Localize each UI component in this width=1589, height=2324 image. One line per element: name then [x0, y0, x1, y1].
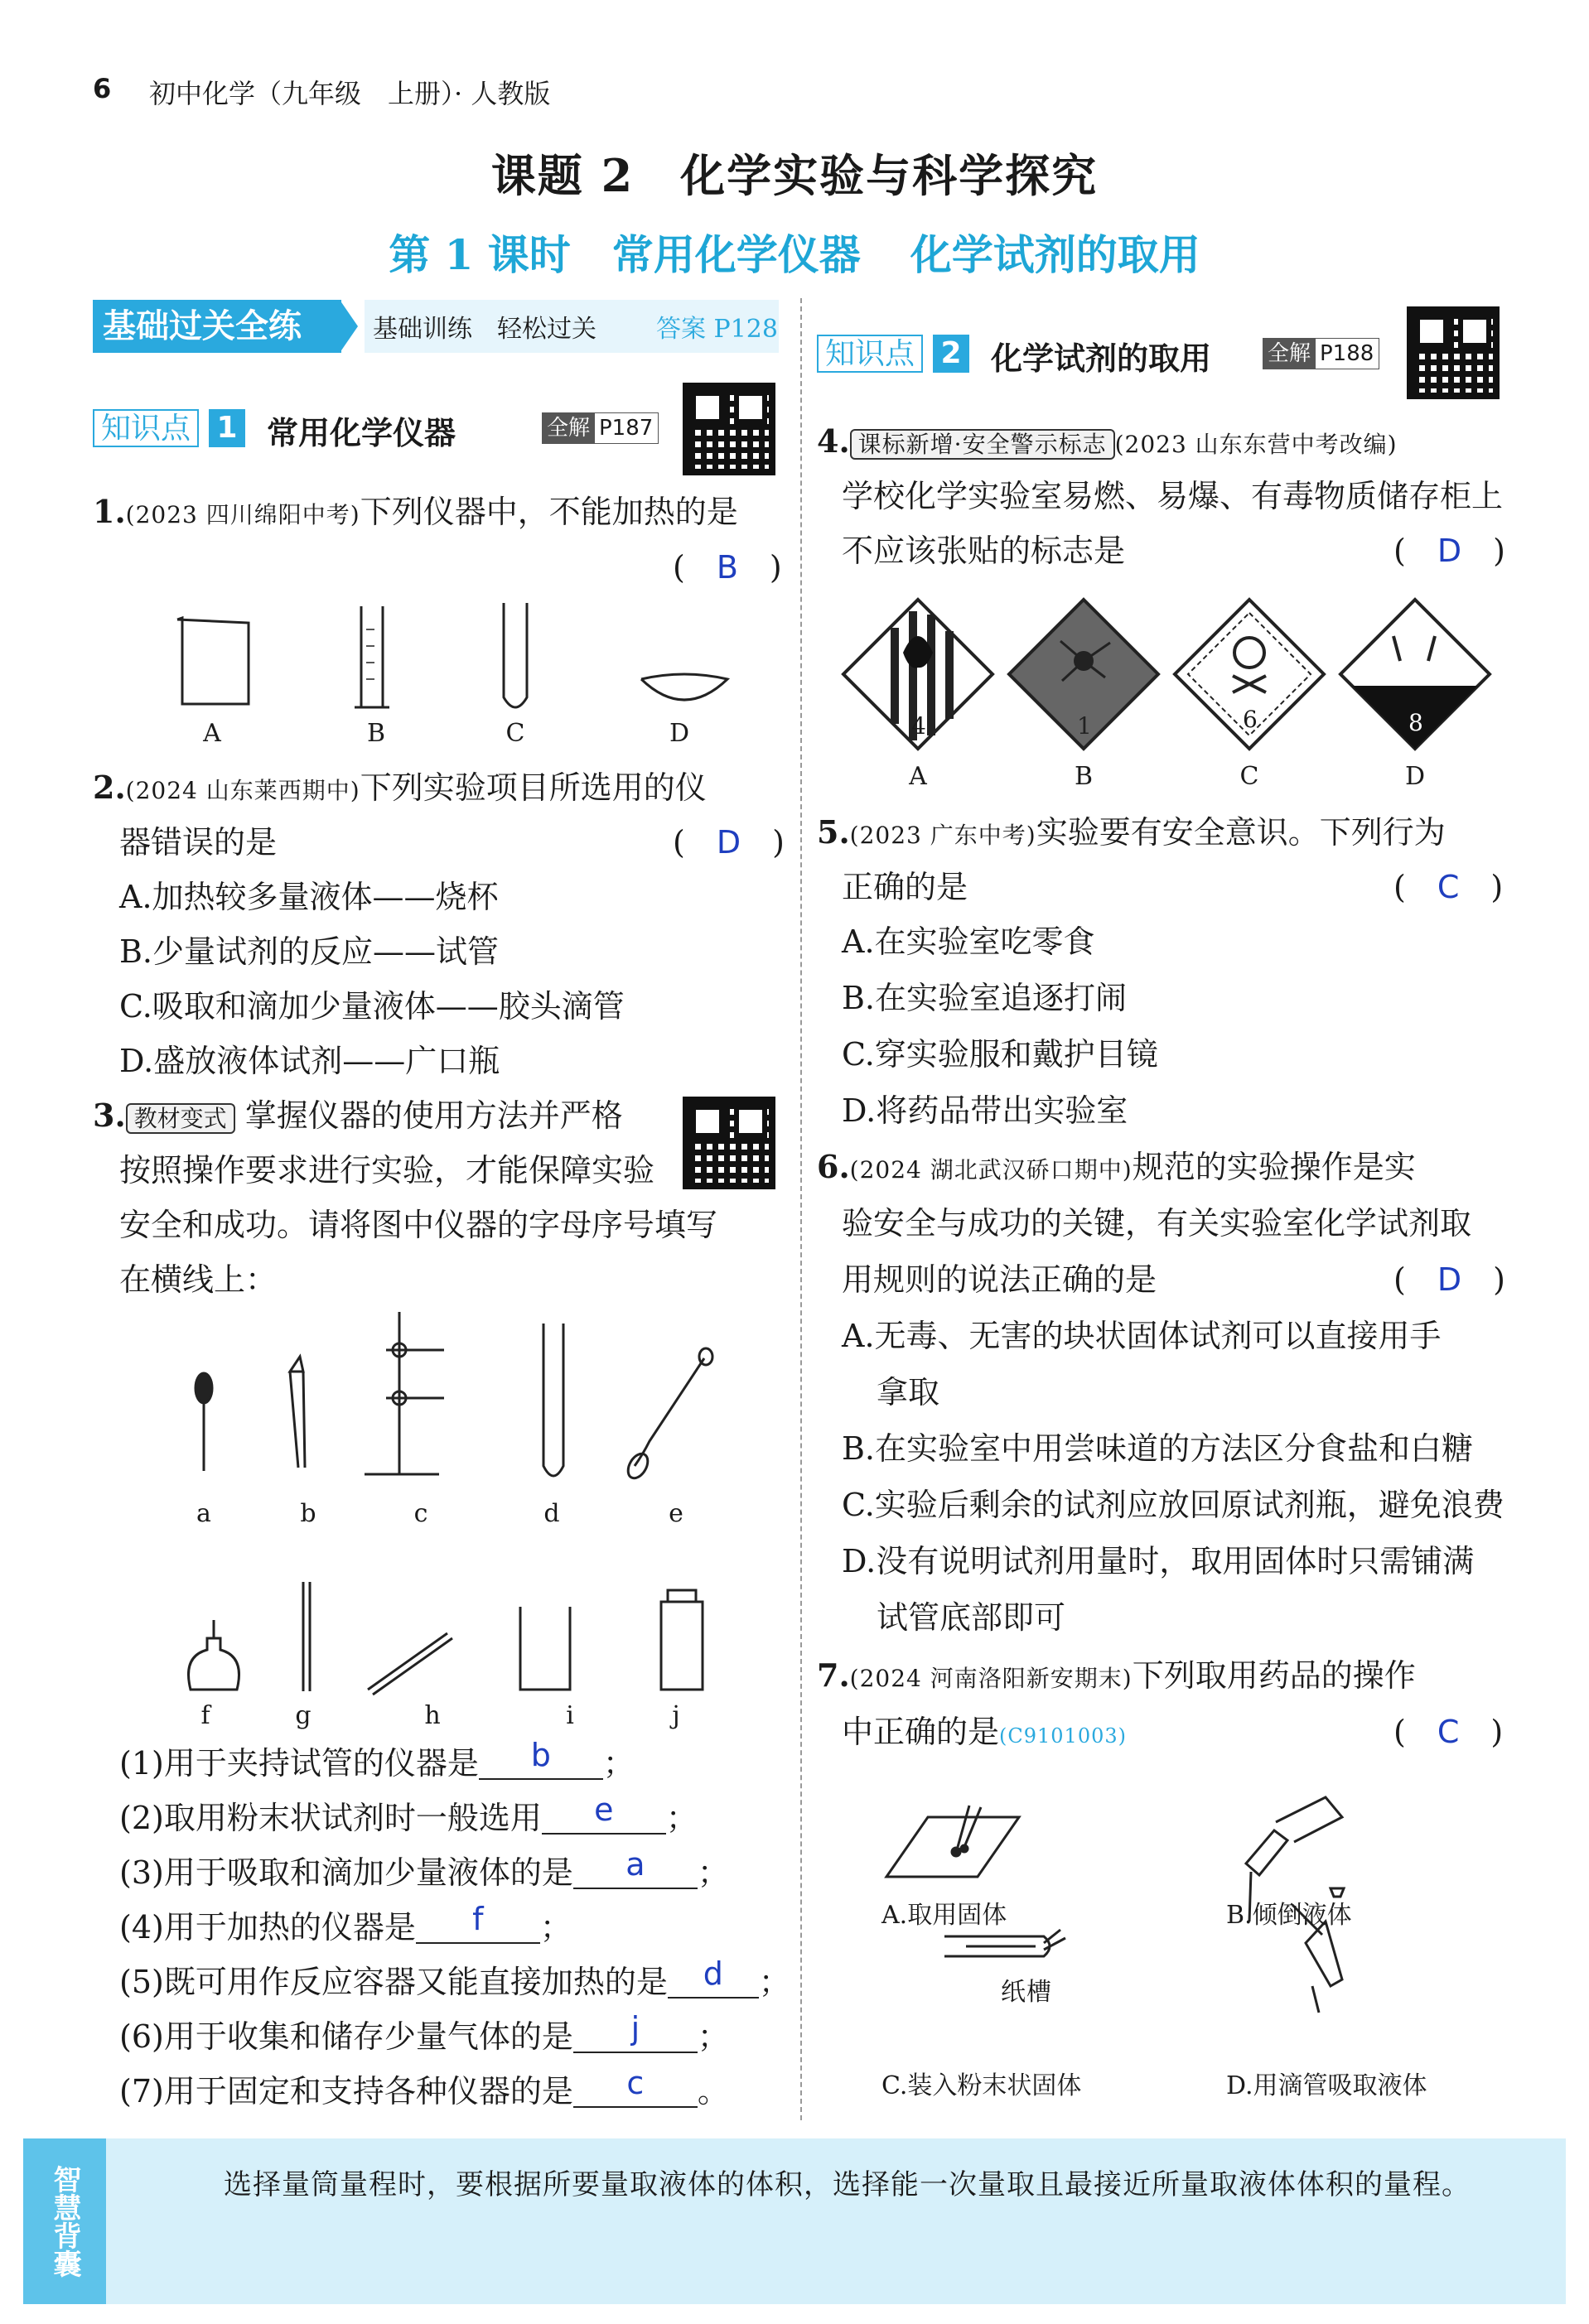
q6-answer-box: ( D ) — [1393, 1261, 1505, 1298]
q6-source: (2024 湖北武汉硚口期中) — [849, 1156, 1133, 1184]
q2-text1: 下列实验项目所选用的仪 — [360, 769, 707, 806]
q1-answer-box: ( B ) — [673, 549, 782, 586]
q7-caption-c: C.装入粉末状固体 — [881, 2071, 1082, 2100]
q6-answer: D — [1437, 1261, 1462, 1298]
section-banner: 基础过关全练 — [93, 300, 341, 353]
kp1-title: 常用化学仪器 — [267, 414, 456, 451]
qr-code-icon[interactable] — [683, 383, 775, 475]
kp2-title: 化学试剂的取用 — [991, 340, 1212, 377]
q3-answer-6[interactable]: j — [573, 2012, 698, 2053]
q3-answer-1[interactable]: b — [479, 1738, 603, 1780]
q7-code: (C9101003) — [999, 1724, 1127, 1748]
q1-stem — [93, 485, 738, 542]
q4-number: 4. — [817, 422, 850, 460]
q3-answer-3[interactable]: a — [573, 1848, 698, 1889]
qr-code-icon[interactable] — [683, 1097, 775, 1189]
q5-answer-box: ( C ) — [1393, 869, 1504, 905]
q3-item-6: (6)用于收集和储存少量气体的是 j ； — [119, 2010, 729, 2055]
q1-label-a: A — [203, 719, 221, 748]
q4-stem — [817, 414, 1398, 472]
q3-label-d: d — [543, 1499, 560, 1528]
q3-label-a: a — [196, 1499, 211, 1528]
kp1-tag: 知识点 — [93, 409, 199, 447]
kp2-tag: 知识点 — [817, 335, 923, 373]
q2-number: 2. — [93, 769, 126, 806]
q5-option-b: B.在实验室追逐打闹 — [842, 980, 1128, 1016]
q3-answer-4[interactable]: f — [416, 1902, 540, 1944]
q2-option-d: D.盛放液体试剂——广口瓶 — [119, 1043, 500, 1079]
glass-rod-icon — [303, 1582, 310, 1691]
kp1-number: 1 — [209, 409, 245, 447]
q7-stem — [817, 1648, 1416, 1706]
q3-label-e: e — [669, 1499, 683, 1528]
banner-strip — [365, 300, 779, 353]
q2-source: (2024 山东莱西期中) — [125, 777, 360, 804]
q3-line1: 掌握仪器的使用方法并严格 — [244, 1097, 623, 1134]
q4-label-d: D — [1404, 762, 1426, 791]
q2-answer: D — [716, 824, 741, 861]
q7-caption-a: A.取用固体 — [881, 1901, 1007, 1930]
q1-source: (2023 四川绵阳中考) — [125, 501, 360, 528]
q5-number: 5. — [817, 813, 850, 851]
q3-label-g: g — [295, 1701, 312, 1730]
q6-option-a: A.无毒、无害的块状固体试剂可以直接用手 — [842, 1318, 1442, 1354]
qr-code-icon[interactable] — [1407, 306, 1500, 399]
q5-answer: C — [1437, 869, 1460, 905]
q1-label-c: C — [505, 719, 525, 748]
q6-text3: 用规则的说法正确的是 — [842, 1261, 1157, 1298]
q6-option-c: C.实验后剩余的试剂应放回原试剂瓶，避免浪费 — [842, 1487, 1504, 1523]
q3-figure-bottom — [166, 1574, 746, 1698]
sign-number-b: 1 — [1077, 712, 1093, 740]
kp1-full-label: 全解 — [542, 412, 595, 444]
tweezers-icon — [368, 1633, 452, 1695]
kp2-full-page: P188 — [1314, 338, 1379, 369]
q1-label-d: D — [669, 719, 690, 748]
q7-caption-b: B.倾倒液体 — [1226, 1901, 1352, 1930]
q6-number: 6. — [817, 1148, 850, 1185]
q3-item-4: (4)用于加热的仪器是 f ； — [119, 1901, 572, 1946]
medicine-spoon-icon — [635, 1358, 704, 1466]
q7-answer: C — [1437, 1714, 1460, 1750]
q6-text1: 规范的实验操作是实 — [1132, 1149, 1416, 1185]
q7-text2: 中正确的是 — [842, 1714, 1000, 1750]
beaker-icon — [520, 1607, 570, 1690]
q2-answer-box: ( D ) — [673, 824, 785, 861]
q3-item-1: (1)用于夹持试管的仪器是 b ； — [119, 1737, 635, 1782]
sign-number-d: 8 — [1408, 709, 1424, 736]
q3-number: 3. — [93, 1097, 126, 1134]
q4-label-b: B — [1074, 762, 1094, 791]
q6-option-d: D.没有说明试剂用量时，取用固体时只需铺满 — [842, 1543, 1475, 1579]
q7-text2-line — [842, 1704, 1127, 1763]
q3-label-j: j — [672, 1701, 680, 1730]
lesson-title: 课题 2 化学实验与科学探究 — [490, 149, 1099, 202]
q7-trough-label: 纸槽 — [1001, 1978, 1052, 2007]
q4-label-c: C — [1239, 762, 1259, 791]
take-solid-icon — [886, 1806, 1019, 1877]
q1-label-b: B — [366, 719, 386, 748]
alcohol-lamp-icon — [189, 1638, 239, 1690]
q3-item-3: (3)用于吸取和滴加少量液体的是 a ； — [119, 1846, 729, 1891]
q5-option-c: C.穿实验服和戴护目镜 — [842, 1036, 1158, 1073]
q1-figure — [166, 596, 746, 721]
q6-text2: 验安全与成功的关键，有关实验室化学试剂取 — [842, 1205, 1472, 1242]
q3-answer-7[interactable]: c — [573, 2066, 698, 2108]
q5-text2: 正确的是 — [842, 869, 968, 905]
lesson-subtitle — [0, 222, 1589, 282]
q3-answer-5[interactable]: d — [668, 1957, 759, 1999]
q5-source: (2023 广东中考) — [849, 822, 1036, 849]
q2-option-c: C.吸取和滴加少量液体——胶头滴管 — [119, 988, 625, 1025]
sign-number-c: 6 — [1243, 706, 1258, 733]
book-title: 初中化学（九年级 上册）· 人教版 — [149, 78, 551, 109]
q7-answer-box: ( C ) — [1393, 1714, 1504, 1750]
gas-bottle-icon — [661, 1590, 703, 1690]
q2-option-a: A.加热较多量液体——烧杯 — [119, 879, 499, 915]
q7-text1: 下列取用药品的操作 — [1132, 1657, 1416, 1694]
kp2-number: 2 — [933, 335, 969, 373]
q4-tag: 课标新增·安全警示标志 — [850, 429, 1115, 460]
q4-answer-box: ( D ) — [1393, 533, 1505, 569]
q1-text: 下列仪器中，不能加热的是 — [360, 494, 738, 530]
q2-text2: 器错误的是 — [119, 824, 278, 861]
q6-option-d-cont: 试管底部即可 — [877, 1599, 1066, 1636]
q6-option-a-cont: 拿取 — [877, 1374, 940, 1410]
q3-label-h: h — [424, 1701, 441, 1730]
q3-item-2: (2)取用粉末状试剂时一般选用 e ； — [119, 1791, 698, 1836]
q3-line2: 按照操作要求进行实验，才能保障实验 — [119, 1152, 655, 1189]
q5-option-d: D.将药品带出实验室 — [842, 1092, 1128, 1129]
kp2-full-label: 全解 — [1263, 338, 1316, 369]
q3-label-b: b — [300, 1499, 316, 1528]
q3-line3: 安全和成功。请将图中仪器的字母序号填写 — [119, 1207, 718, 1243]
banner-arrow-icon — [340, 300, 358, 353]
test-tube-icon — [543, 1324, 563, 1476]
test-tube-icon — [504, 603, 527, 707]
test-tube-holder-icon — [290, 1357, 305, 1468]
q4-signs — [837, 595, 1500, 752]
column-divider — [800, 298, 802, 2120]
subtitle-part2: 化学试剂的取用 — [910, 230, 1200, 279]
q5-option-a: A.在实验室吃零食 — [842, 923, 1095, 960]
q7-source: (2024 河南洛阳新安期末) — [849, 1665, 1133, 1692]
q3-item-7: (7)用于固定和支持各种仪器的是 c 。 — [119, 2065, 729, 2109]
tip-label: 智慧背囊 — [23, 2138, 106, 2304]
sign-number-a: 4 — [911, 712, 927, 740]
q6-stem — [817, 1140, 1416, 1198]
q2-stem — [93, 760, 707, 818]
q2-option-b: B.少量试剂的反应——试管 — [119, 933, 500, 970]
q4-text1: 学校化学实验室易燃、易爆、有毒物质储存柜上 — [842, 478, 1504, 514]
q7-caption-d: D.用滴管吸取液体 — [1226, 2071, 1427, 2100]
q5-text1: 实验要有安全意识。下列行为 — [1036, 814, 1446, 851]
q7-number: 7. — [817, 1656, 850, 1694]
kp1-full-page: P187 — [593, 412, 659, 444]
beaker-icon — [177, 618, 249, 704]
q5-stem — [817, 805, 1446, 863]
q3-figure-top — [166, 1309, 746, 1483]
q3-item-5: (5)既可用作反应容器又能直接加热的是 d ； — [119, 1955, 790, 2000]
q4-label-a: A — [909, 762, 927, 791]
q1-number: 1. — [93, 493, 126, 530]
subtitle-part1: 第 1 课时 常用化学仪器 — [389, 230, 861, 279]
tip-text: 选择量筒量程时，要根据所要量取液体的体积，选择能一次量取且最接近所量取液体体积的量程。 — [224, 2168, 1471, 2201]
q3-stem — [93, 1088, 623, 1146]
q3-line4: 在横线上： — [119, 1261, 278, 1298]
q3-answer-2[interactable]: e — [542, 1793, 666, 1835]
q4-answer: D — [1437, 533, 1462, 569]
q3-label-i: i — [566, 1701, 574, 1730]
q3-label-c: c — [413, 1499, 428, 1528]
banner-answer-ref: 答案 P128 — [656, 315, 778, 344]
q4-text2: 不应该张贴的标志是 — [842, 533, 1126, 569]
q3-tag: 教材变式 — [126, 1103, 235, 1134]
q6-option-b: B.在实验室中用尝味道的方法区分食盐和白糖 — [842, 1430, 1474, 1467]
page-number: 6 — [93, 73, 112, 104]
q1-answer: B — [716, 549, 738, 586]
evaporating-dish-icon — [641, 674, 727, 700]
q3-label-f: f — [200, 1701, 210, 1730]
graduated-cylinder-icon — [355, 606, 389, 707]
q4-source: (2023 山东东营中考改编) — [1114, 431, 1398, 458]
banner-tagline: 基础训练 轻松过关 — [373, 315, 596, 344]
